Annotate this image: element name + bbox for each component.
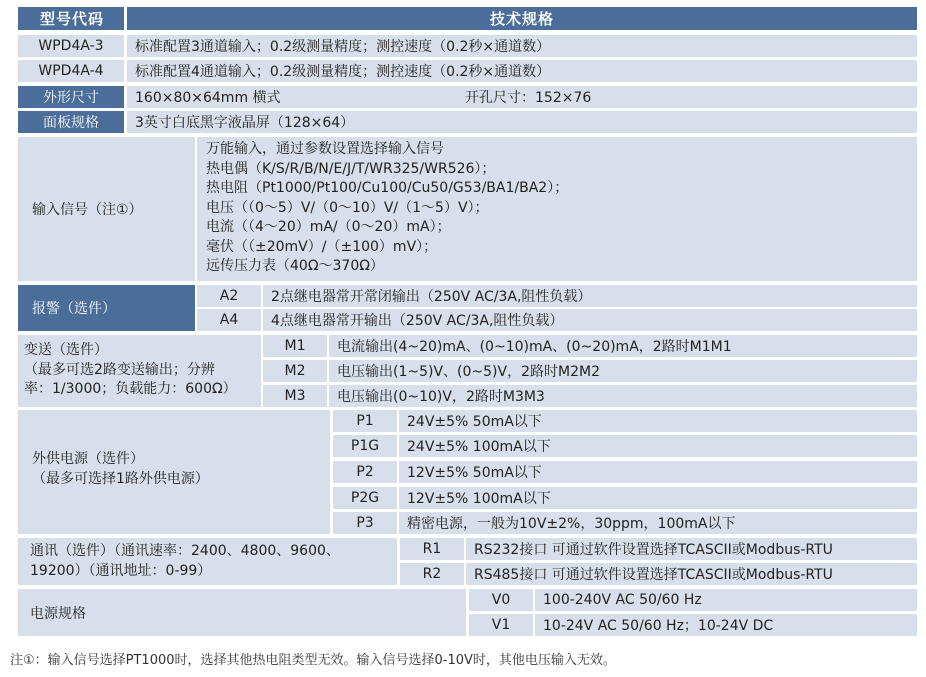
- power-out-desc: 24V±5% 50mA以下: [399, 410, 917, 432]
- power-out-label-line: （最多可选择1路外供电源）: [32, 470, 209, 487]
- header-tech-spec: 技术规格: [127, 7, 917, 30]
- alarm-label: 报警（选件）: [18, 285, 195, 331]
- dimensions-size: 160×80×64mm 横式: [135, 90, 281, 106]
- power-out-code: P1: [333, 410, 397, 432]
- input-label: 输入信号（注①）: [18, 137, 195, 281]
- model-code: WPD4A-4: [18, 60, 124, 82]
- power-out-desc: 24V±5% 100mA以下: [399, 435, 917, 457]
- comm-code: R2: [400, 563, 464, 585]
- power-supply-desc: 100-240V AC 50/60 Hz: [535, 589, 917, 611]
- power-out-code: P2G: [333, 487, 397, 509]
- input-line: 电流（（4～20）mA/（0～20）mA）；: [206, 219, 451, 235]
- comm-label: [18, 538, 397, 585]
- transmit-label-line: （最多可选2路变送输出；分辨: [24, 361, 215, 378]
- cutout-size: 开孔尺寸：152×76: [465, 90, 592, 106]
- transmit-desc: 电流输出(4~20)mA、(0~10)mA、(0~20)mA，2路时M1M1: [329, 335, 917, 357]
- comm-label-line: 通讯（选件）（通讯速率：2400、4800、9600、: [30, 543, 340, 559]
- input-line: 远传压力表（40Ω～370Ω）: [206, 258, 384, 274]
- panel-value: 3英寸白底黑字液晶屏（128×64）: [127, 111, 917, 133]
- transmit-desc: 电压输出(1~5)V、(0~5)V，2路时M2M2: [329, 360, 917, 382]
- comm-desc: RS232接口 可通过软件设置选择TCASCII或Modbus-RTU: [466, 538, 917, 560]
- input-line: 热电偶（K/S/R/B/N/E/J/T/WR325/WR526）；: [206, 160, 496, 177]
- comm-label-line: 19200）（通讯地址：0-99）: [30, 562, 212, 579]
- power-out-desc: 12V±5% 100mA以下: [399, 487, 917, 509]
- panel-label: 面板规格: [18, 111, 124, 133]
- transmit-code: M1: [263, 335, 327, 357]
- model-desc: 标准配置4通道输入；0.2级测量精度；测控速度（0.2秒×通道数）: [127, 60, 917, 82]
- transmit-desc: 电压输出(0~10)V，2路时M3M3: [329, 385, 917, 407]
- input-line: 毫伏（（±20mV）/（±100）mV）；: [206, 238, 438, 255]
- transmit-code: M2: [263, 360, 327, 382]
- model-desc: 标准配置3通道输入；0.2级测量精度；测控速度（0.2秒×通道数）: [127, 35, 917, 57]
- power-supply-label: 电源规格: [18, 589, 466, 636]
- transmit-label: [18, 335, 261, 407]
- power-out-code: P2: [333, 461, 397, 483]
- power-out-desc: 12V±5% 50mA以下: [399, 461, 917, 483]
- comm-desc: RS485接口 可通过软件设置选择TCASCII或Modbus-RTU: [466, 563, 917, 585]
- alarm-desc: 2点继电器常开常闭输出（250V AC/3A,阻性负载）: [263, 285, 917, 307]
- header-model-code: 型号代码: [18, 7, 124, 30]
- input-line: 万能输入，通过参数设置选择输入信号: [206, 141, 444, 157]
- comm-code: R1: [400, 538, 464, 560]
- input-line: 热电阻（Pt1000/Pt100/Cu100/Cu50/G53/BA1/BA2）；: [206, 180, 569, 196]
- power-out-desc: 精密电源，一般为10V±2%，30ppm，100mA以下: [399, 512, 917, 534]
- model-code: WPD4A-3: [18, 35, 124, 57]
- input-line: 电压（（0～5）V/（0～10）V/（1～5）V）；: [206, 199, 489, 216]
- power-supply-desc: 10-24V AC 50/60 Hz；10-24V DC: [535, 614, 917, 636]
- dimensions-value: [127, 86, 917, 108]
- power-out-code: P3: [333, 512, 397, 534]
- power-supply-code: V1: [469, 614, 533, 636]
- alarm-desc: 4点继电器常开输出（250V AC/3A,阻性负载）: [263, 309, 917, 331]
- power-out-label-line: 外供电源（选件）: [32, 451, 144, 467]
- transmit-code: M3: [263, 385, 327, 407]
- power-out-code: P1G: [333, 435, 397, 457]
- transmit-label-line: 率：1/3000；负载能力：600Ω）: [24, 381, 237, 397]
- input-spec: [197, 137, 917, 281]
- transmit-label-line: 变送（选件）: [24, 342, 108, 358]
- power-supply-code: V0: [469, 589, 533, 611]
- dimensions-label: 外形尺寸: [18, 86, 124, 108]
- alarm-code: A2: [197, 285, 261, 307]
- power-out-label: [18, 410, 330, 534]
- alarm-code: A4: [197, 309, 261, 331]
- footnote: 注①：输入信号选择PT1000时，选择其他热电阻类型无效。输入信号选择0-10V时，其他电压输入无效。: [10, 653, 616, 668]
